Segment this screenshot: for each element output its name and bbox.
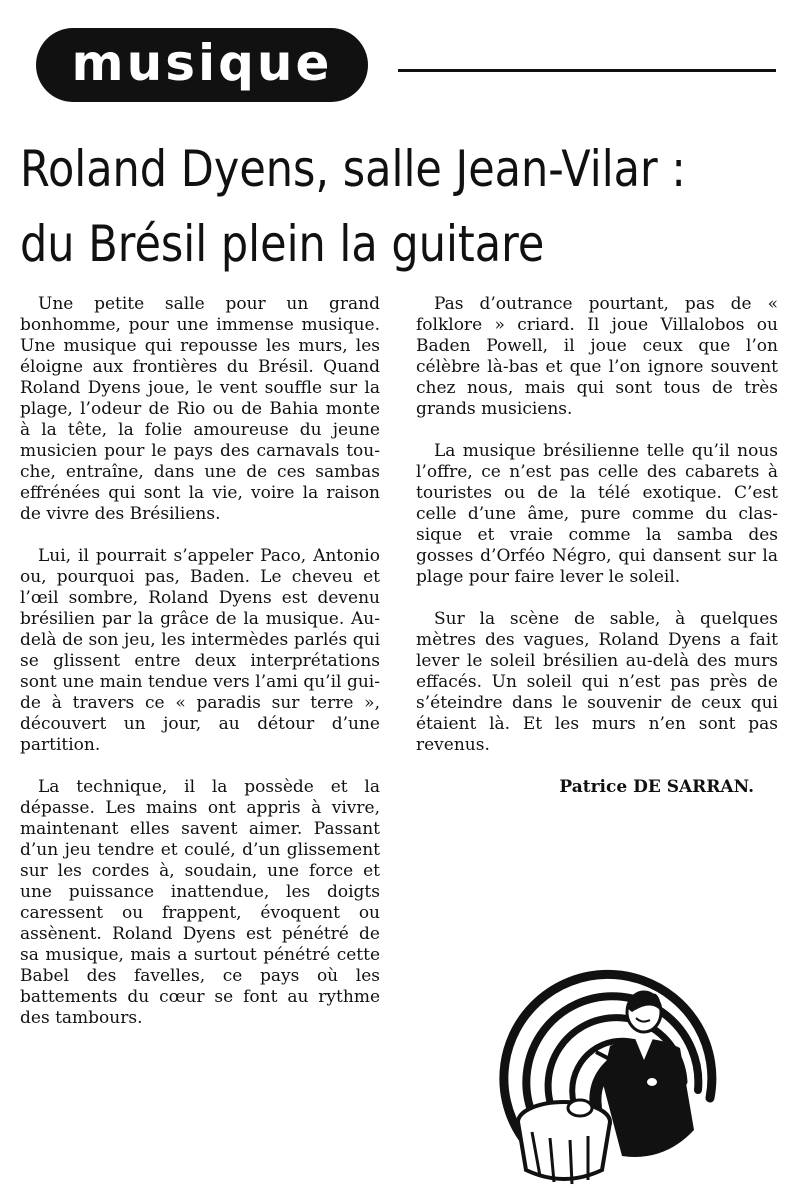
article-column-left [20, 294, 380, 1050]
guitarist-with-rays-icon [484, 930, 722, 1192]
paragraph-5: La musique brésilienne telle qu’il nous l’offre, ce n’est pas celle des cabarets à touristes ou de la télé exotique. C’est celle d’une âme, pure comme du classique et vraie comme la samba des gosses d’Orféo Négro, qui dansent sur la plage pour faire lever le soleil. [416, 441, 778, 587]
headline-line-1: Roland Dyens, salle Jean-Vilar : [20, 140, 686, 198]
header-rule [398, 69, 776, 72]
paragraph-3: La technique, il la possède et la dépasse. Les mains ont appris à vivre, maintenant elles savent aimer. Passant d’un jeu tendre et coulé, d’un glissement sur les cordes à, soudain, une force et une puissance inattendue, les doigts caressent ou frappent, évoquent ou assènent. Roland Dyens est pénétré de sa musique, mais a surtout pénétré cette Babel des favelles, ce pays où les battements du cœur se font au rythme des tambours. [20, 777, 380, 1028]
article-column-right [416, 294, 778, 798]
paragraph-1: Une petite salle pour un grand bonhomme, pour une immense musique. Une musique qui repousse les murs, les éloigne aux frontières du Brésil. Quand Roland Dyens joue, le vent souffle sur la plage, l’odeur de Rio ou de Bahia monte à la tête, la folie amoureuse du jeune musicien pour le pays des carnavals touche, entraîne, dans une de ces sambas effrénées qui sont la vie, voire la raison de vivre des Brésiliens. [20, 294, 380, 524]
paragraph-6: Sur la scène de sable, à quelques mètres des vagues, Roland Dyens a fait lever le soleil brésilien au-delà des murs effacés. Un soleil qui n’est pas près de s’éteindre dans le souvenir de ceux qui étaient là. Et les murs n’en sont pas revenus. [416, 609, 778, 755]
headline-line-2: du Brésil plein la guitare [20, 215, 545, 273]
article-headline [20, 132, 686, 282]
article-byline: Patrice DE SARRAN. [559, 777, 754, 797]
paragraph-2: Lui, il pourrait s’appeler Paco, Antonio ou, pourquoi pas, Baden. Le cheveu et l’œil sombre, Roland Dyens est devenu brésilien par la grâce de la musique. Au-delà de son jeu, les intermèdes parlés qui se glissent entre deux interprétations sont une main tendue vers l’ami qu’il guide à travers ce « paradis sur terre », découvert un jour, au détour d’une partition. [20, 546, 380, 755]
section-label: musique [71, 34, 333, 92]
section-badge [36, 28, 368, 102]
paragraph-4: Pas d’outrance pourtant, pas de « folklore » criard. Il joue Villalobos ou Baden Powell, il joue ceux que l’on célèbre là-bas et que l’on ignore souvent chez nous, mais qui sont tous de très grands musiciens. [416, 294, 778, 419]
